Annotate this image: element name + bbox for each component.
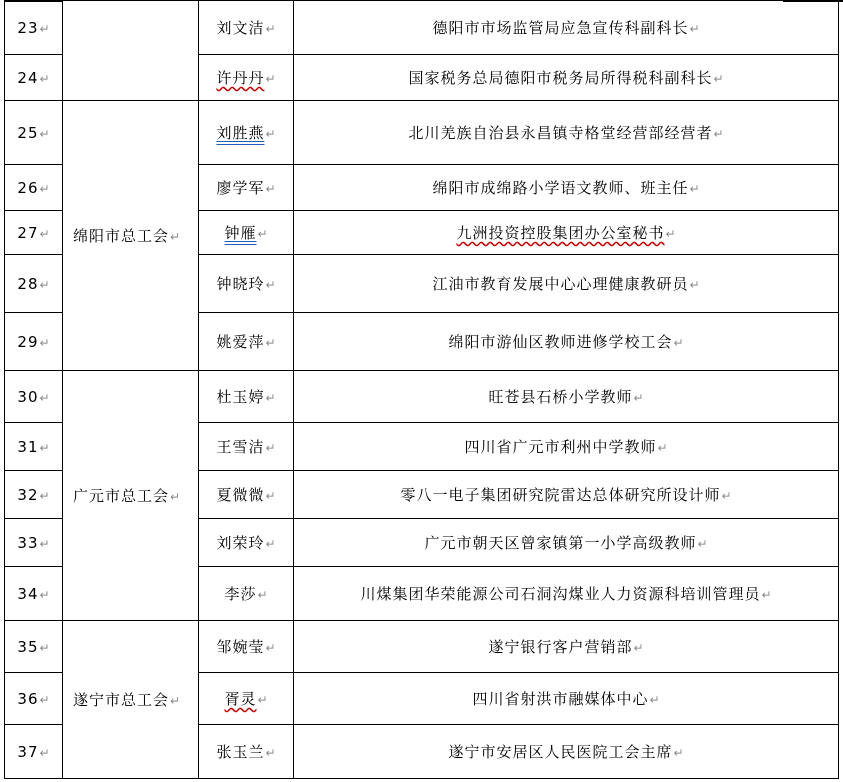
group-cell xyxy=(63,1,199,101)
position-cell xyxy=(294,673,839,725)
row-number: 30 xyxy=(17,387,39,406)
person-name: 钟晓玲 xyxy=(216,275,265,293)
paragraph-mark-icon: ↵ xyxy=(761,588,772,602)
paragraph-mark-icon: ↵ xyxy=(39,335,50,350)
position-cell xyxy=(294,1,839,55)
position-text: 九洲投资控股集团办公室秘书 xyxy=(456,224,665,242)
position-text: 德阳市市场监管局应急宣传科副科长 xyxy=(432,19,689,37)
paragraph-mark-icon: ↵ xyxy=(39,390,50,405)
person-name: 夏微微 xyxy=(216,486,265,504)
paragraph-mark-icon: ↵ xyxy=(265,441,276,455)
paragraph-mark-icon: ↵ xyxy=(657,441,668,455)
position-text: 零八一电子集团研究院雷达总体研究所设计师 xyxy=(400,486,721,504)
row-number: 36 xyxy=(17,689,39,708)
paragraph-mark-icon: ↵ xyxy=(170,230,181,244)
person-name: 邹婉莹 xyxy=(216,638,265,656)
position-text: 绵阳市成绵路小学语文教师、班主任 xyxy=(432,179,689,197)
row-number: 29 xyxy=(17,332,39,351)
table-row xyxy=(5,101,839,165)
paragraph-mark-icon: ↵ xyxy=(649,693,660,707)
position-cell xyxy=(294,255,839,313)
table-row xyxy=(5,371,839,423)
paragraph-mark-icon: ↵ xyxy=(665,227,676,241)
paragraph-mark-icon: ↵ xyxy=(39,71,50,86)
position-text: 北川羌族自治县永昌镇寺格堂经营部经营者 xyxy=(408,124,713,142)
name-cell xyxy=(199,471,294,519)
position-text: 四川省广元市利州中学教师 xyxy=(464,438,657,456)
paragraph-mark-icon: ↵ xyxy=(39,440,50,455)
group-cell xyxy=(63,101,199,371)
paragraph-mark-icon: ↵ xyxy=(39,226,50,241)
group-name: 广元市总工会 xyxy=(73,487,170,505)
row-number: 24 xyxy=(17,68,39,87)
paragraph-mark-icon: ↵ xyxy=(265,278,276,292)
person-name: 王雪洁 xyxy=(216,438,265,456)
name-cell xyxy=(199,725,294,779)
position-text: 川煤集团华荣能源公司石洞沟煤业人力资源科培训管理员 xyxy=(360,585,761,603)
row-number: 33 xyxy=(17,533,39,552)
row-number-cell xyxy=(5,673,63,725)
row-number: 26 xyxy=(17,178,39,197)
person-name: 刘文洁 xyxy=(216,19,265,37)
position-cell xyxy=(294,423,839,471)
position-cell xyxy=(294,519,839,567)
name-cell xyxy=(199,621,294,673)
paragraph-mark-icon: ↵ xyxy=(689,182,700,196)
person-name: 刘荣玲 xyxy=(216,534,265,552)
paragraph-mark-icon: ↵ xyxy=(721,489,732,503)
paragraph-mark-icon: ↵ xyxy=(689,22,700,36)
row-number-cell xyxy=(5,519,63,567)
position-cell xyxy=(294,101,839,165)
position-cell xyxy=(294,725,839,779)
position-cell xyxy=(294,165,839,211)
paragraph-mark-icon: ↵ xyxy=(265,746,276,760)
row-number-cell xyxy=(5,101,63,165)
position-cell xyxy=(294,211,839,255)
position-cell xyxy=(294,313,839,371)
row-number-cell xyxy=(5,621,63,673)
name-cell xyxy=(199,371,294,423)
row-number: 23 xyxy=(17,18,39,37)
table-row xyxy=(5,1,839,55)
name-cell xyxy=(199,567,294,621)
row-number-cell xyxy=(5,371,63,423)
row-number: 27 xyxy=(17,223,39,242)
row-number-cell xyxy=(5,165,63,211)
paragraph-mark-icon: ↵ xyxy=(633,641,644,655)
position-text: 遂宁市安居区人民医院工会主席 xyxy=(448,743,673,761)
position-cell xyxy=(294,621,839,673)
position-text: 广元市朝天区曾家镇第一小学高级教师 xyxy=(424,534,697,552)
row-number: 34 xyxy=(17,584,39,603)
person-name: 杜玉婷 xyxy=(216,388,265,406)
name-cell xyxy=(199,1,294,55)
person-name: 廖学军 xyxy=(216,179,265,197)
group-cell xyxy=(63,371,199,621)
position-text: 江油市教育发展中心心理健康教研员 xyxy=(432,275,689,293)
row-number-cell xyxy=(5,55,63,101)
row-number-cell xyxy=(5,423,63,471)
paragraph-mark-icon: ↵ xyxy=(39,640,50,655)
paragraph-mark-icon: ↵ xyxy=(265,391,276,405)
row-number-cell xyxy=(5,1,63,55)
paragraph-mark-icon: ↵ xyxy=(39,21,50,36)
position-text: 国家税务总局德阳市税务局所得税科副科长 xyxy=(408,69,713,87)
paragraph-mark-icon: ↵ xyxy=(673,746,684,760)
paragraph-mark-icon: ↵ xyxy=(257,588,268,602)
paragraph-mark-icon: ↵ xyxy=(39,126,50,141)
row-number: 32 xyxy=(17,485,39,504)
personnel-table xyxy=(4,0,839,779)
paragraph-mark-icon: ↵ xyxy=(713,127,724,141)
paragraph-mark-icon: ↵ xyxy=(39,536,50,551)
position-cell xyxy=(294,567,839,621)
group-name: 遂宁市总工会 xyxy=(73,691,170,709)
name-cell xyxy=(199,165,294,211)
person-name: 姚爱萍 xyxy=(216,333,265,351)
person-name: 李莎 xyxy=(224,585,257,603)
person-name: 钟雁 xyxy=(224,224,257,242)
row-number-cell xyxy=(5,255,63,313)
paragraph-mark-icon: ↵ xyxy=(170,694,181,708)
paragraph-mark-icon: ↵ xyxy=(673,336,684,350)
position-cell xyxy=(294,55,839,101)
paragraph-mark-icon: ↵ xyxy=(265,537,276,551)
paragraph-mark-icon: ↵ xyxy=(265,127,276,141)
paragraph-mark-icon: ↵ xyxy=(39,745,50,760)
group-name: 绵阳市总工会 xyxy=(73,227,170,245)
name-cell xyxy=(199,211,294,255)
paragraph-mark-icon: ↵ xyxy=(39,277,50,292)
row-number: 31 xyxy=(17,437,39,456)
paragraph-mark-icon: ↵ xyxy=(257,693,268,707)
row-number-cell xyxy=(5,313,63,371)
position-text: 遂宁银行客户营销部 xyxy=(488,638,633,656)
paragraph-mark-icon: ↵ xyxy=(257,227,268,241)
position-cell xyxy=(294,471,839,519)
paragraph-mark-icon: ↵ xyxy=(39,692,50,707)
name-cell xyxy=(199,423,294,471)
row-number: 35 xyxy=(17,637,39,656)
paragraph-mark-icon: ↵ xyxy=(39,181,50,196)
person-name: 许丹丹 xyxy=(216,69,265,87)
row-number-cell xyxy=(5,211,63,255)
name-cell xyxy=(199,255,294,313)
row-number: 25 xyxy=(17,123,39,142)
paragraph-mark-icon: ↵ xyxy=(265,182,276,196)
position-text: 旺苍县石桥小学教师 xyxy=(488,388,633,406)
group-cell xyxy=(63,621,199,779)
paragraph-mark-icon: ↵ xyxy=(265,22,276,36)
name-cell xyxy=(199,313,294,371)
paragraph-mark-icon: ↵ xyxy=(697,537,708,551)
table-row xyxy=(5,621,839,673)
name-cell xyxy=(199,519,294,567)
person-name: 刘胜燕 xyxy=(216,124,265,142)
paragraph-mark-icon: ↵ xyxy=(170,490,181,504)
row-number-cell xyxy=(5,471,63,519)
paragraph-mark-icon: ↵ xyxy=(689,278,700,292)
paragraph-mark-icon: ↵ xyxy=(265,336,276,350)
row-number-cell xyxy=(5,725,63,779)
name-cell xyxy=(199,101,294,165)
row-number: 28 xyxy=(17,274,39,293)
paragraph-mark-icon: ↵ xyxy=(713,72,724,86)
row-number-cell xyxy=(5,567,63,621)
paragraph-mark-icon: ↵ xyxy=(265,72,276,86)
paragraph-mark-icon: ↵ xyxy=(265,489,276,503)
position-text: 绵阳市游仙区教师进修学校工会 xyxy=(448,333,673,351)
paragraph-mark-icon: ↵ xyxy=(39,488,50,503)
paragraph-mark-icon: ↵ xyxy=(39,587,50,602)
position-cell xyxy=(294,371,839,423)
person-name: 张玉兰 xyxy=(216,743,265,761)
position-text: 四川省射洪市融媒体中心 xyxy=(472,690,649,708)
row-number: 37 xyxy=(17,742,39,761)
name-cell xyxy=(199,673,294,725)
name-cell xyxy=(199,55,294,101)
paragraph-mark-icon: ↵ xyxy=(265,641,276,655)
person-name: 胥灵 xyxy=(224,690,257,708)
paragraph-mark-icon: ↵ xyxy=(633,391,644,405)
